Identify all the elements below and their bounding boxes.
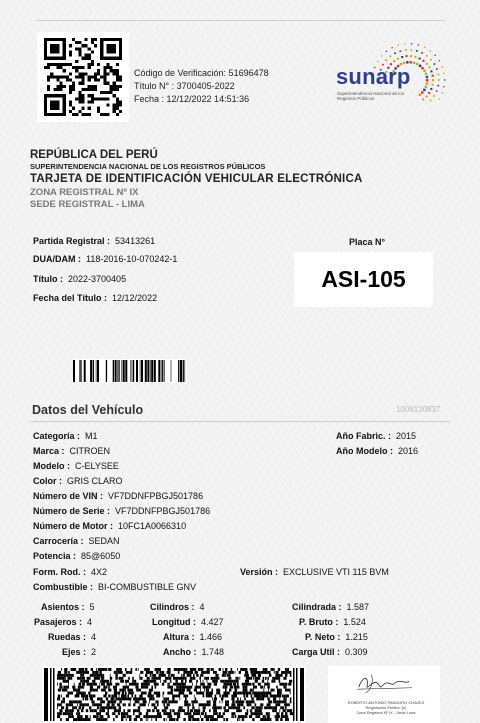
ejes-label: Ejes : xyxy=(62,647,87,657)
combustible-value: BI-COMBUSTIBLE GNV xyxy=(98,582,197,592)
small-barcode xyxy=(73,359,187,383)
color-value: GRIS CLARO xyxy=(67,476,123,486)
longitud-label: Longitud : xyxy=(152,617,196,627)
motor-value: 10FC1A0066310 xyxy=(118,521,187,531)
verification-date: Fecha : 12/12/2022 14:51:36 xyxy=(134,94,250,104)
motor-field xyxy=(33,521,186,531)
asientos-label: Asientos : xyxy=(41,602,85,612)
anio-fabric-value: 2015 xyxy=(396,431,417,441)
titulo-field xyxy=(33,274,126,284)
pasajeros-value: 4 xyxy=(87,617,93,627)
vin-field xyxy=(33,491,203,501)
dua-field xyxy=(33,254,177,264)
potencia-label: Potencia : xyxy=(33,551,77,561)
categoria-value: M1 xyxy=(85,431,98,441)
longitud-field xyxy=(152,617,224,627)
titulo-value: 2022-3700405 xyxy=(68,274,127,284)
seat-heading: SEDE REGISTRAL - LIMA xyxy=(30,199,145,210)
signatory-role: Registrador Público (e) xyxy=(365,705,407,710)
fecha-titulo-field xyxy=(33,293,157,303)
p-neto-field xyxy=(305,632,368,642)
ejes-value: 2 xyxy=(91,647,97,657)
plate-box xyxy=(294,252,433,307)
anio-fabric-field xyxy=(336,431,416,441)
p-bruto-value: 1.524 xyxy=(343,617,366,627)
combustible-field xyxy=(33,582,196,592)
cilindrada-value: 1.587 xyxy=(346,602,370,612)
color-label: Color : xyxy=(33,476,62,486)
ruedas-value: 4 xyxy=(91,632,97,642)
serie-field xyxy=(33,506,210,516)
ancho-field xyxy=(163,647,224,657)
verification-code: Código de Verificación: 51696478 xyxy=(134,68,269,78)
verification-info xyxy=(134,67,269,106)
cilindros-field xyxy=(150,602,205,612)
cilindrada-label: Cilindrada : xyxy=(292,602,342,612)
signature-block xyxy=(328,666,440,723)
altura-value: 1.466 xyxy=(199,632,223,642)
carroceria-value: SEDAN xyxy=(88,536,120,546)
combustible-label: Combustible : xyxy=(33,582,93,592)
top-divider xyxy=(35,20,445,21)
card-title: TARJETA DE IDENTIFICACIÓN VEHICULAR ELECTRÓNICA xyxy=(30,173,363,185)
anio-modelo-field xyxy=(336,446,418,456)
longitud-value: 4.427 xyxy=(201,617,224,627)
p-bruto-label: P. Bruto : xyxy=(299,617,339,627)
document-header xyxy=(30,149,362,211)
ancho-label: Ancho : xyxy=(163,647,197,657)
sunarp-logo-text: sunarp xyxy=(336,64,411,89)
partida-field xyxy=(33,236,155,246)
modelo-label: Modelo : xyxy=(33,461,70,471)
version-value: EXCLUSIVE VTI 115 BVM xyxy=(283,567,389,577)
carga-util-label: Carga Util : xyxy=(292,647,341,657)
form-rod-label: Form. Rod. : xyxy=(33,567,86,577)
marca-label: Marca : xyxy=(33,446,65,456)
republic-heading: REPÚBLICA DEL PERÚ xyxy=(30,149,158,161)
form-rod-field xyxy=(33,567,107,577)
ancho-value: 1.748 xyxy=(201,647,225,657)
categoria-field xyxy=(33,431,98,441)
potencia-field xyxy=(33,551,120,561)
ruedas-label: Ruedas : xyxy=(48,632,87,642)
carga-util-field xyxy=(292,647,368,657)
dua-value: 118-2016-10-070242-1 xyxy=(86,254,178,264)
categoria-label: Categoría : xyxy=(33,431,81,441)
motor-label: Número de Motor : xyxy=(33,521,113,531)
asientos-value: 5 xyxy=(89,602,95,612)
serie-label: Número de Serie : xyxy=(33,506,111,516)
document-serial: 1008130837 xyxy=(396,405,441,414)
serie-value: VF7DDNFPBGJ501786 xyxy=(115,506,211,516)
vin-label: Número de VIN : xyxy=(33,491,104,501)
marca-value: CITROEN xyxy=(69,446,111,456)
marca-field xyxy=(33,446,110,456)
p-neto-value: 1.215 xyxy=(345,632,368,642)
altura-field xyxy=(163,632,222,642)
vehicle-section-title: Datos del Vehículo xyxy=(32,403,144,417)
section-divider xyxy=(30,421,450,422)
p-neto-label: P. Neto : xyxy=(305,632,341,642)
asientos-field xyxy=(41,602,95,612)
fecha-titulo-value: 12/12/2022 xyxy=(112,293,158,303)
partida-label: Partida Registral : xyxy=(33,236,111,246)
modelo-value: C-ELYSEE xyxy=(75,461,119,471)
ejes-field xyxy=(62,647,96,657)
plate-number: ASI-105 xyxy=(321,266,406,292)
cilindrada-field xyxy=(292,602,369,612)
cilindros-label: Cilindros : xyxy=(150,602,195,612)
modelo-field xyxy=(33,461,119,471)
titulo-label: Título : xyxy=(33,274,63,284)
form-rod-value: 4X2 xyxy=(91,567,108,577)
signatory-info xyxy=(340,700,432,715)
anio-fabric-label: Año Fabric. : xyxy=(336,431,392,441)
carroceria-label: Carrocería : xyxy=(33,536,84,546)
vin-value: VF7DDNFPBGJ501786 xyxy=(108,491,204,501)
carroceria-field xyxy=(33,536,120,546)
color-field xyxy=(33,476,123,486)
version-field xyxy=(240,567,389,577)
version-label: Versión : xyxy=(240,567,279,577)
signatory-office: Zona Registral Nº IX - Sede Lima xyxy=(356,710,416,715)
ruedas-field xyxy=(48,632,96,642)
plate-label: Placa N° xyxy=(349,237,386,247)
cilindros-value: 4 xyxy=(199,602,205,612)
signatory-name: ROBERTO ANTONIO PANDURO CHAVEZ xyxy=(347,700,425,705)
p-bruto-field xyxy=(299,617,366,627)
pasajeros-label: Pasajeros : xyxy=(34,617,83,627)
anio-modelo-value: 2016 xyxy=(398,446,419,456)
anio-modelo-label: Año Modelo : xyxy=(336,446,393,456)
dua-label: DUA/DAM : xyxy=(33,254,81,264)
sunarp-logo-subtitle: Superintendencia Nacional de los Registros Públicos xyxy=(337,91,405,101)
pdf417-barcode xyxy=(42,666,306,723)
fecha-titulo-label: Fecha del Título : xyxy=(33,293,108,303)
zone-heading: ZONA REGISTRAL Nº IX xyxy=(30,187,139,198)
altura-label: Altura : xyxy=(163,632,195,642)
pasajeros-field xyxy=(34,617,92,627)
potencia-value: 85@6050 xyxy=(81,551,121,561)
carga-util-value: 0.309 xyxy=(345,647,368,657)
partida-value: 53413261 xyxy=(115,236,156,246)
verification-title: Título N° : 3700405-2022 xyxy=(134,81,235,91)
agency-heading: SUPERINTENDENCIA NACIONAL DE LOS REGISTROS PÚBLICOS xyxy=(30,162,266,171)
qr-code xyxy=(37,32,129,122)
